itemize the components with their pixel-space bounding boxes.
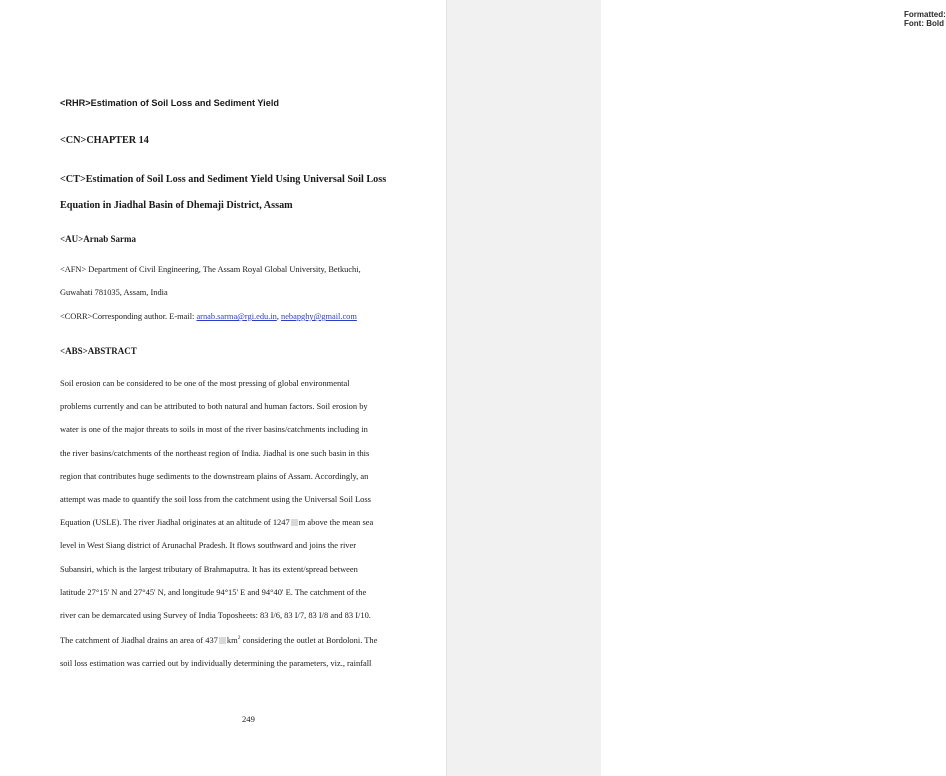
- abstract-line: problems currently and can be attributed to both natural and human factors. Soil erosion by: [60, 401, 368, 412]
- abstract-segment: km: [226, 635, 238, 646]
- email-separator: ,: [276, 312, 282, 321]
- abstract-segment: considering the outlet at Bordoloni. The: [240, 635, 378, 646]
- abstract-line: level in West Siang district of Arunachal Pradesh. It flows southward and joins the river: [60, 540, 357, 551]
- running-head: <RHR>Estimation of Soil Loss and Sediment Yield: [60, 98, 280, 108]
- superscript: 2: [237, 635, 241, 642]
- abstract-line: Soil erosion can be considered to be one of the most pressing of global environmental: [60, 378, 350, 388]
- abstract-line: region that contributes huge sediments to the downstream plains of Assam. Accordingly, an: [60, 470, 369, 481]
- email-link-2[interactable]: nebapghy@gmail.com: [281, 312, 357, 321]
- abstract-heading: <ABS>ABSTRACT: [60, 346, 137, 356]
- abstract-line: [60, 511, 444, 534]
- author: <AU>Arnab Sarma: [60, 234, 137, 244]
- page-number: 249: [242, 714, 255, 724]
- abstract-line: river can be demarcated using Survey of India Toposheets: 83 I/6, 83 I/7, 83 I/8 and 83 I/10.: [60, 610, 371, 621]
- comment-label[interactable]: Formatted: Font: Bold: [904, 10, 946, 28]
- affiliation: [60, 258, 444, 304]
- corresponding-prefix: <CORR>Corresponding author. E-mail:: [60, 312, 197, 321]
- chapter-title: [60, 167, 444, 219]
- corresponding-author: [60, 312, 357, 321]
- abstract-segment: Equation (USLE). The river Jiadhal originates at an altitude of 1247: [60, 517, 290, 528]
- abstract-segment: The catchment of Jiadhal drains an area of 437: [60, 635, 218, 646]
- abstract-line: [60, 627, 444, 652]
- abstract-line: water is one of the major threats to soils in most of the river basins/catchments including in: [60, 424, 368, 435]
- comment-margin-pane: [446, 0, 946, 776]
- abstract-line: Subansiri, which is the largest tributary of Brahmaputra. It has its extent/spread between: [60, 563, 358, 574]
- chapter-title-line-1: <CT>Estimation of Soil Loss and Sediment Yield Using Universal Soil Loss: [60, 174, 387, 185]
- email-link-1[interactable]: arnab.sarma@rgi.edu.in: [196, 312, 277, 321]
- chapter-number: <CN>CHAPTER 14: [60, 135, 149, 146]
- nonbreaking-space-marker: [219, 637, 226, 644]
- abstract-line: soil loss estimation was carried out by individually determining the parameters, viz., rainfall: [60, 658, 372, 669]
- abstract-line: the river basins/catchments of the northeast region of India. Jiadhal is one such basin in this: [60, 447, 370, 458]
- abstract-segment: m above the mean sea: [298, 517, 374, 528]
- affiliation-line-2: Guwahati 781035, Assam, India: [60, 288, 168, 297]
- abstract-line: latitude 27°15' N and 27°45' N, and longitude 94°15' E and 94°40' E. The catchment of the: [60, 586, 367, 597]
- abstract-line: attempt was made to quantify the soil loss from the catchment using the Universal Soil Loss: [60, 494, 371, 505]
- affiliation-line-1: <AFN> Department of Civil Engineering, The Assam Royal Global University, Betkuchi,: [60, 265, 361, 274]
- nonbreaking-space-marker: [291, 519, 298, 526]
- abstract-body: [60, 372, 444, 675]
- chapter-title-line-2: Equation in Jiadhal Basin of Dhemaji District, Assam: [60, 200, 293, 211]
